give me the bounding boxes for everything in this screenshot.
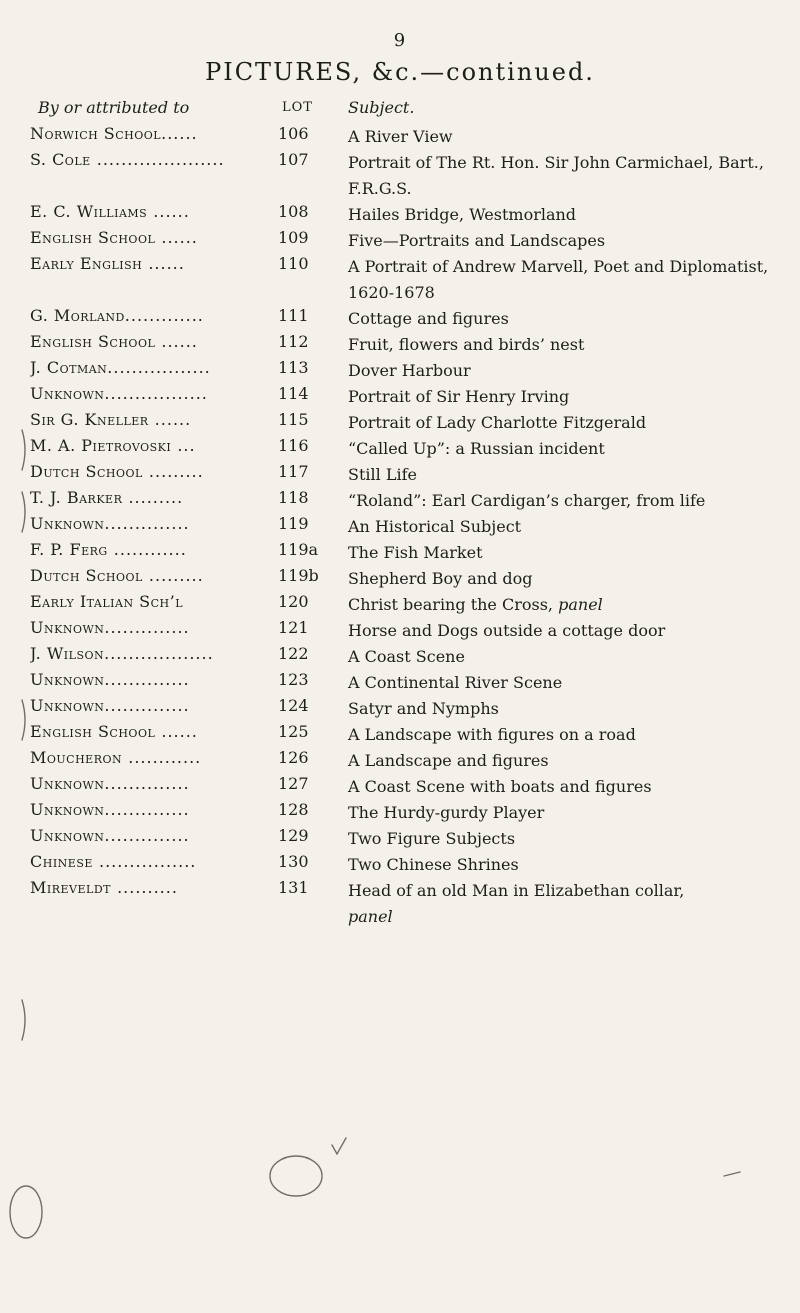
lot-row (0, 618, 800, 644)
lot-row (0, 748, 800, 774)
lot-artist: English School ...... (30, 228, 198, 247)
lot-row (0, 566, 800, 592)
lot-artist: Sir G. Kneller ...... (30, 410, 192, 429)
lot-subject: The Fish Market (348, 543, 483, 562)
lot-number: 116 (278, 436, 309, 455)
lot-artist: E. C. Williams ...... (30, 202, 190, 221)
lot-artist: Unknown................. (30, 384, 208, 403)
lot-subject: An Historical Subject (348, 517, 522, 536)
lot-number: 119 (278, 514, 309, 533)
lot-number: 127 (278, 774, 309, 793)
lot-artist: S. Cole ..................... (30, 150, 225, 169)
lot-subject: Fruit, flowers and birds’ nest (348, 335, 585, 354)
lot-row (0, 644, 800, 670)
lot-subject: A Coast Scene (348, 647, 465, 666)
lot-number: 114 (278, 384, 309, 403)
lot-subject: Portrait of Sir Henry Irving (348, 387, 570, 406)
lot-number: 118 (278, 488, 309, 507)
lot-artist: Chinese ................ (30, 852, 197, 871)
medium-note: panel (348, 907, 393, 926)
lot-number: 112 (278, 332, 309, 351)
lot-number: 117 (278, 462, 309, 481)
lot-artist: English School ...... (30, 722, 198, 741)
lot-subject: The Hurdy-gurdy Player (348, 803, 545, 822)
lot-number: 130 (278, 852, 309, 871)
lot-number: 106 (278, 124, 309, 143)
lot-row (0, 514, 800, 540)
lot-subject: A Continental River Scene (348, 673, 563, 692)
lot-row (0, 592, 800, 618)
lot-subject: Christ bearing the Cross, panel (348, 595, 603, 614)
lot-number: 119b (278, 566, 319, 585)
lot-number: 126 (278, 748, 309, 767)
lot-subject: “Roland”: Earl Cardigan’s charger, from life (348, 491, 706, 510)
lot-row (0, 826, 800, 852)
pencil-circle-mark (10, 1186, 42, 1238)
lot-number: 110 (278, 254, 309, 273)
lot-row (0, 306, 800, 332)
lot-subject: A Landscape and figures (348, 751, 549, 770)
lot-subject: Two Figure Subjects (348, 829, 516, 848)
lot-artist: F. P. Ferg ............ (30, 540, 187, 559)
lot-list (0, 124, 800, 930)
lot-number: 108 (278, 202, 309, 221)
lot-row (0, 488, 800, 514)
lot-artist: Unknown.............. (30, 696, 190, 715)
lot-subject: Shepherd Boy and dog (348, 569, 533, 588)
pencil-tick-mark (332, 1138, 346, 1154)
lot-subject: Five—Portraits and Landscapes (348, 231, 606, 250)
lot-artist: T. J. Barker ......... (30, 488, 184, 507)
lot-row (0, 800, 800, 826)
lot-artist: Unknown.............. (30, 800, 190, 819)
lot-artist: M. A. Pietrovoski ... (30, 436, 196, 455)
lot-artist: Norwich School...... (30, 124, 198, 143)
lot-subject: Cottage and figures (348, 309, 509, 328)
lot-number: 107 (278, 150, 309, 169)
lot-column-header: LOT (282, 100, 313, 115)
lot-number: 125 (278, 722, 309, 741)
lot-artist: Unknown.............. (30, 618, 190, 637)
lot-artist: Mireveldt .......... (30, 878, 178, 897)
pencil-circle-mark (270, 1156, 322, 1196)
lot-number: 111 (278, 306, 309, 325)
lot-row (0, 150, 800, 202)
lot-subject: Hailes Bridge, Westmorland (348, 205, 577, 224)
medium-note: panel (558, 595, 603, 614)
lot-number: 129 (278, 826, 309, 845)
lot-number: 119a (278, 540, 319, 559)
lot-number: 120 (278, 592, 309, 611)
page-heading: PICTURES, &c.—continued. (205, 58, 595, 86)
lot-subject: Portrait of Lady Charlotte Fitzgerald (348, 413, 647, 432)
lot-subject: Satyr and Nymphs (348, 699, 499, 718)
lot-artist: English School ...... (30, 332, 198, 351)
lot-artist: J. Cotman................. (30, 358, 211, 377)
lot-row (0, 410, 800, 436)
lot-artist: Dutch School ......... (30, 462, 204, 481)
lot-row (0, 202, 800, 228)
lot-artist: Unknown.............. (30, 670, 190, 689)
lot-number: 128 (278, 800, 309, 819)
lot-subject: Horse and Dogs outside a cottage door (348, 621, 666, 640)
lot-row (0, 332, 800, 358)
lot-subject: Two Chinese Shrines (348, 855, 519, 874)
lot-row (0, 462, 800, 488)
lot-row (0, 852, 800, 878)
lot-subject: Portrait of The Rt. Hon. Sir John Carmichael, Bart., F.R.G.S. (348, 153, 764, 198)
lot-row (0, 254, 800, 306)
lot-row (0, 774, 800, 800)
lot-number: 131 (278, 878, 309, 897)
lot-row (0, 696, 800, 722)
lot-number: 113 (278, 358, 309, 377)
lot-row (0, 670, 800, 696)
lot-row (0, 722, 800, 748)
lot-number: 122 (278, 644, 309, 663)
lot-number: 121 (278, 618, 309, 637)
lot-number: 115 (278, 410, 309, 429)
lot-artist: Early English ...... (30, 254, 185, 273)
lot-artist: Unknown.............. (30, 514, 190, 533)
lot-subject: A Portrait of Andrew Marvell, Poet and Diplomatist, 1620-1678 (348, 257, 769, 302)
subject-column-header: Subject. (348, 98, 415, 117)
page-number: 9 (393, 30, 407, 51)
lot-artist: Unknown.............. (30, 826, 190, 845)
lot-subject: Head of an old Man in Elizabethan collar, panel (348, 881, 685, 926)
lot-artist: Unknown.............. (30, 774, 190, 793)
lot-artist: G. Morland............. (30, 306, 204, 325)
lot-subject: Dover Harbour (348, 361, 471, 380)
lot-subject: Still Life (348, 465, 417, 484)
lot-number: 123 (278, 670, 309, 689)
lot-row (0, 878, 800, 930)
artist-column-header: By or attributed to (38, 98, 190, 117)
pencil-bracket-mark (22, 1000, 25, 1040)
lot-subject: A Coast Scene with boats and figures (348, 777, 652, 796)
lot-row (0, 436, 800, 462)
column-headers (0, 98, 800, 122)
lot-subject: “Called Up”: a Russian incident (348, 439, 605, 458)
lot-row (0, 228, 800, 254)
lot-row (0, 358, 800, 384)
lot-row (0, 540, 800, 566)
lot-artist: Dutch School ......... (30, 566, 204, 585)
lot-row (0, 124, 800, 150)
lot-number: 109 (278, 228, 309, 247)
lot-artist: Moucheron ............ (30, 748, 202, 767)
lot-number: 124 (278, 696, 309, 715)
lot-subject: A Landscape with figures on a road (348, 725, 636, 744)
lot-artist: J. Wilson.................. (30, 644, 214, 663)
lot-row (0, 384, 800, 410)
lot-subject: A River View (348, 127, 453, 146)
pencil-dash-mark (724, 1172, 740, 1176)
lot-artist: Early Italian Sch’l (30, 592, 184, 611)
